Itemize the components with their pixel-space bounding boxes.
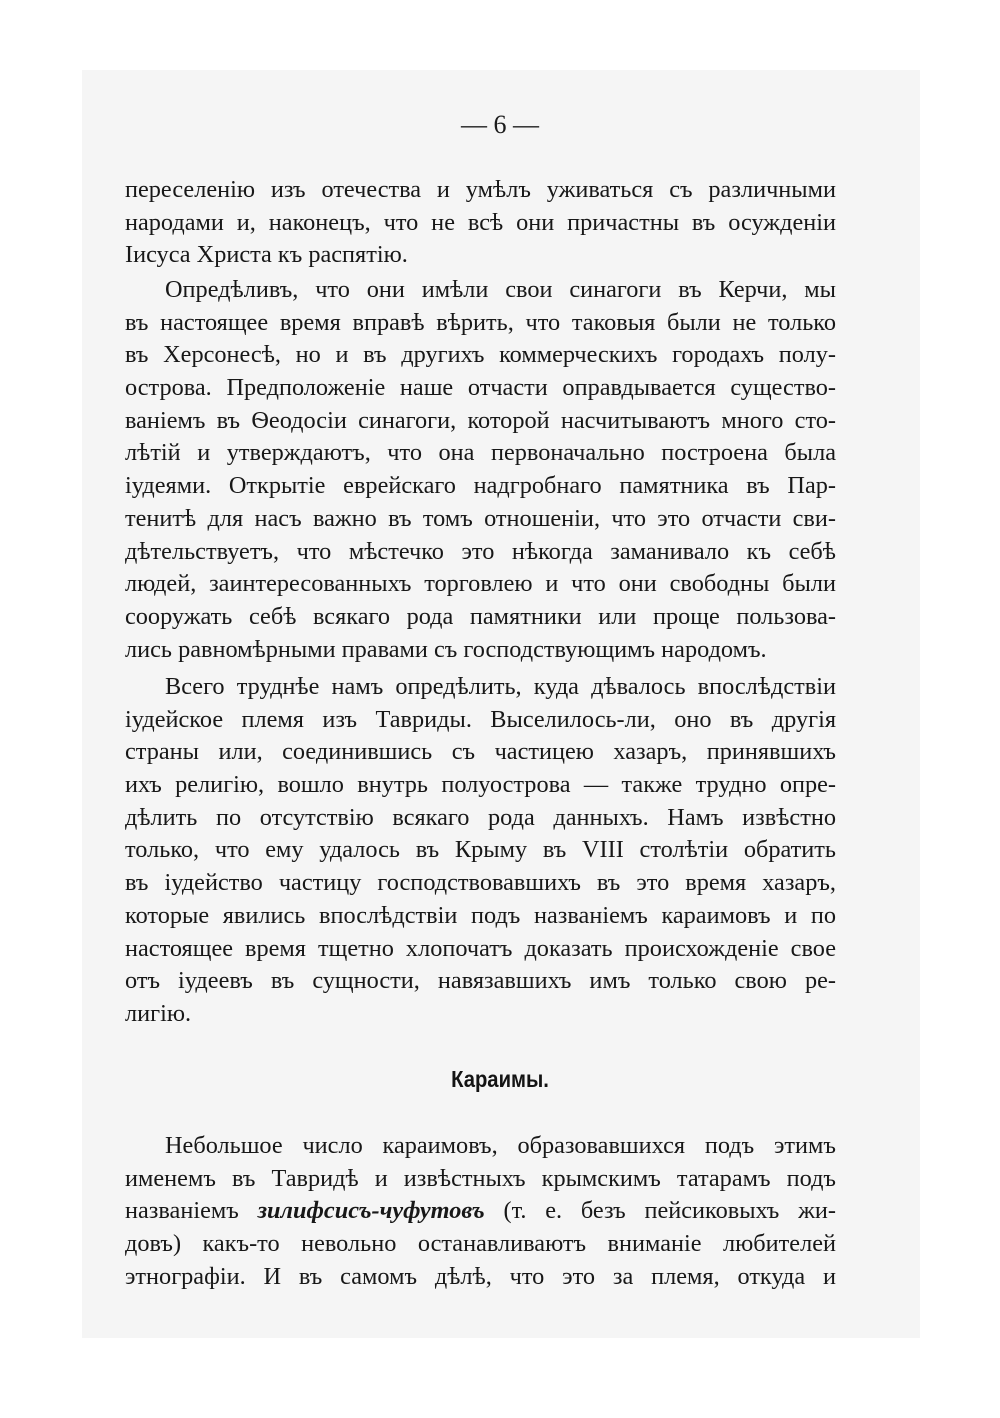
text-line: тенитѣ для насъ важно въ томъ отношеніи, что это отчасти сви-: [125, 504, 836, 532]
text-line: ихъ религію, вошло внутрь полуострова — также трудно опре-: [125, 771, 836, 799]
text-fragment: (т. е. безъ пейсиковыхъ жи-: [484, 1197, 836, 1225]
text-line: людей, заинтересованныхъ торговлею и что они свободны были: [125, 570, 836, 598]
text-line: Іисуса Христа къ распятію.: [125, 241, 408, 269]
text-line: переселенію изъ отечества и умѣлъ уживаться съ различными: [125, 176, 836, 203]
text-line: лѣтій и утверждаютъ, что она первоначально построена была: [125, 439, 836, 467]
text-line: въ іудейство частицу господствовавшихъ въ это время хазаръ,: [125, 869, 836, 897]
text-line: отъ іудеевъ въ сущности, навязавшихъ имъ только свою ре-: [125, 967, 836, 995]
page-number: — 6 —: [461, 110, 539, 139]
text-line: Опредѣливъ, что они имѣли свои синагоги въ Керчи, мы: [165, 276, 836, 303]
text-line: острова. Предположеніе наше отчасти оправдывается существо-: [125, 374, 836, 402]
text-line: Небольшое число караимовъ, образовавшихся подъ этимъ: [165, 1132, 836, 1159]
text-line: этнографіи. И въ самомъ дѣлѣ, что это за племя, откуда и: [125, 1262, 836, 1290]
paragraph-karaites: [125, 1130, 836, 1293]
text-line: іудеями. Открытіе еврейскаго надгробнаго памятника въ Пар-: [125, 472, 836, 500]
text-line: [125, 1195, 836, 1228]
text-line: лигію.: [125, 999, 192, 1027]
text-line: Всего труднѣе намъ опредѣлить, куда дѣвалось впослѣдствіи: [165, 673, 836, 700]
text-line: въ настоящее время вправѣ вѣрить, что таковыя были не только: [125, 308, 836, 336]
text-line: народами и, наконецъ, что не всѣ они причастны въ осужденіи: [125, 208, 836, 236]
paragraph-tribe: [125, 671, 836, 1031]
text-line: ваніемъ въ Ѳеодосіи синагоги, которой насчитываютъ много сто-: [125, 406, 836, 434]
text-line: дѣтельствуетъ, что мѣстечко это нѣкогда заманивало къ себѣ: [125, 537, 836, 565]
text-line: лись равномѣрными правами съ господствующимъ народомъ.: [125, 635, 767, 663]
section-heading: Караимы.: [451, 1066, 549, 1092]
text-line: настоящее время тщетно хлопочатъ доказать происхожденіе свое: [125, 934, 836, 962]
text-fragment: названіемъ: [125, 1197, 258, 1225]
paragraph-kerch: [125, 274, 836, 666]
text-line: дѣлить по отсутствію всякаго рода данныхъ. Намъ извѣстно: [125, 803, 836, 831]
italic-term: зилифсисъ-чуфутовъ: [257, 1197, 485, 1225]
text-line: сооружать себѣ всякаго рода памятники или проще пользова-: [125, 602, 836, 630]
text-line: именемъ въ Тавридѣ и извѣстныхъ крымскимъ татарамъ подъ: [125, 1164, 836, 1192]
text-line: іудейское племя изъ Тавриды. Выселилось-ли, оно въ другія: [125, 705, 836, 733]
continuation-paragraph: [125, 174, 836, 272]
text-line: страны или, соединившись съ частицею хазаръ, принявшихъ: [125, 738, 836, 766]
text-line: довъ) какъ-то невольно останавливаютъ вниманіе любителей: [125, 1230, 836, 1258]
text-line: только, что ему удалось въ Крыму въ VIII столѣтіи обратить: [125, 836, 836, 864]
text-line: которые явились впослѣдствіи подъ названіемъ караимовъ и по: [125, 901, 836, 929]
text-line: въ Херсонесѣ, но и въ другихъ коммерческихъ городахъ полу-: [125, 341, 836, 369]
